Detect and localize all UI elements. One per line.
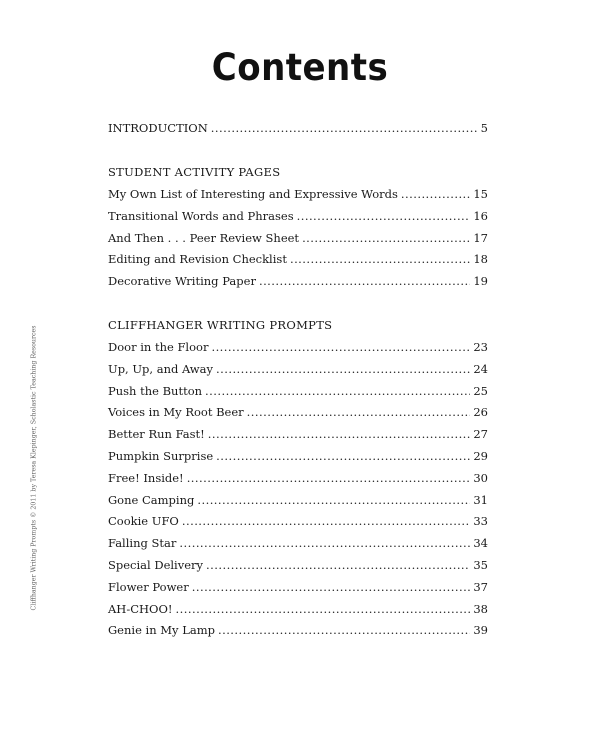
dot-leader: [290, 252, 470, 266]
toc-entry-title: Gone Camping: [108, 492, 195, 507]
toc-entry-title: Falling Star: [108, 536, 177, 551]
toc-entry-page: 33: [473, 514, 488, 529]
toc-entry-page: 37: [473, 579, 488, 594]
toc-entry[interactable]: [108, 252, 488, 274]
toc-entry-page: 34: [473, 536, 488, 551]
toc-entry-page: 17: [473, 230, 488, 245]
dot-leader: [211, 121, 478, 135]
toc-entry[interactable]: [108, 536, 488, 558]
toc-section-student-activity: [108, 164, 488, 296]
toc-entry-page: 27: [473, 427, 488, 442]
toc-entry-page: 18: [473, 252, 488, 267]
toc-entry-page: 38: [473, 601, 488, 616]
toc-entry-title: Transitional Words and Phrases: [108, 208, 294, 223]
section-heading: CLIFFHANGER WRITING PROMPTS: [108, 318, 333, 332]
toc-entry[interactable]: [108, 514, 488, 536]
toc-entry[interactable]: [108, 231, 488, 253]
toc-entry[interactable]: [108, 121, 488, 139]
toc-entry[interactable]: [108, 623, 488, 645]
toc-entry-title: Special Delivery: [108, 557, 204, 572]
toc-entry-page: 39: [473, 623, 488, 638]
toc-entry[interactable]: [108, 340, 488, 362]
dot-leader: [197, 493, 470, 507]
toc-entry-title: Better Run Fast!: [108, 427, 205, 442]
toc-entry-title: AH-CHOO!: [108, 601, 173, 616]
dot-leader: [187, 471, 471, 485]
toc-entry[interactable]: [108, 471, 488, 493]
toc-entry-title: Push the Button: [108, 383, 203, 398]
toc-entry-page: 5: [480, 121, 488, 135]
toc-entry-page: 29: [473, 448, 488, 463]
toc-entry-title: Editing and Revision Checklist: [108, 252, 287, 267]
section-heading: STUDENT ACTIVITY PAGES: [108, 165, 281, 179]
toc-entry[interactable]: [108, 274, 488, 296]
toc-entry[interactable]: [108, 384, 488, 406]
toc-entry-title: My Own List of Interesting and Expressive Words: [108, 187, 398, 201]
dot-leader: [176, 602, 471, 616]
dot-leader: [302, 231, 470, 245]
dot-leader: [206, 558, 470, 572]
dot-leader: [211, 340, 470, 354]
toc-section-cliffhanger-prompts: [108, 317, 488, 645]
toc-entry-title: Flower Power: [108, 579, 189, 594]
toc-entry-title: Free! Inside!: [108, 470, 184, 485]
dot-leader: [208, 427, 471, 441]
toc-entry-title: Up, Up, and Away: [108, 361, 213, 376]
copyright-notice: Cliffhanger Writing Prompts © 2011 by Teresa Klepinger, Scholastic Teaching Resources: [30, 325, 38, 611]
toc-entry-title: Voices in My Root Beer: [108, 405, 244, 420]
toc-entry[interactable]: [108, 362, 488, 384]
toc-entry[interactable]: [108, 602, 488, 624]
toc-entry[interactable]: [108, 209, 488, 231]
dot-leader: [401, 187, 470, 201]
toc-introduction: [108, 121, 488, 139]
toc-entry-title: And Then . . . Peer Review Sheet: [108, 230, 300, 245]
dot-leader: [205, 384, 470, 398]
dot-leader: [179, 536, 470, 550]
dot-leader: [259, 274, 470, 288]
toc-entry-page: 35: [473, 557, 488, 572]
dot-leader: [216, 449, 470, 463]
toc-entry[interactable]: [108, 427, 488, 449]
dot-leader: [297, 209, 471, 223]
toc-entry[interactable]: [108, 449, 488, 471]
toc-entry-page: 26: [473, 405, 488, 420]
dot-leader: [182, 514, 471, 528]
dot-leader: [247, 405, 471, 419]
toc-entry-page: 19: [473, 274, 488, 289]
page-title: Contents: [211, 46, 389, 89]
toc-entry-title: Genie in My Lamp: [108, 623, 215, 638]
toc-entry-page: 25: [473, 383, 488, 398]
toc-entry-title: INTRODUCTION: [108, 121, 208, 135]
toc-entry[interactable]: [108, 558, 488, 580]
toc-entry-page: 31: [473, 492, 488, 507]
toc-entry[interactable]: [108, 493, 488, 515]
toc-entry[interactable]: [108, 405, 488, 427]
toc-entry-title: Pumpkin Surprise: [108, 448, 214, 463]
toc-entry[interactable]: [108, 187, 488, 209]
toc-entry-title: Decorative Writing Paper: [108, 274, 256, 289]
toc-entry-page: 16: [473, 208, 488, 223]
toc-entry-page: 15: [473, 187, 488, 201]
toc-entry-page: 30: [473, 470, 488, 485]
toc-entry-title: Cookie UFO: [108, 514, 179, 529]
dot-leader: [216, 362, 470, 376]
toc-entry-page: 24: [473, 361, 488, 376]
toc-entry-page: 23: [473, 340, 488, 354]
dot-leader: [218, 623, 470, 637]
toc-entry[interactable]: [108, 580, 488, 602]
dot-leader: [192, 580, 471, 594]
toc-entry-title: Door in the Floor: [108, 340, 209, 354]
